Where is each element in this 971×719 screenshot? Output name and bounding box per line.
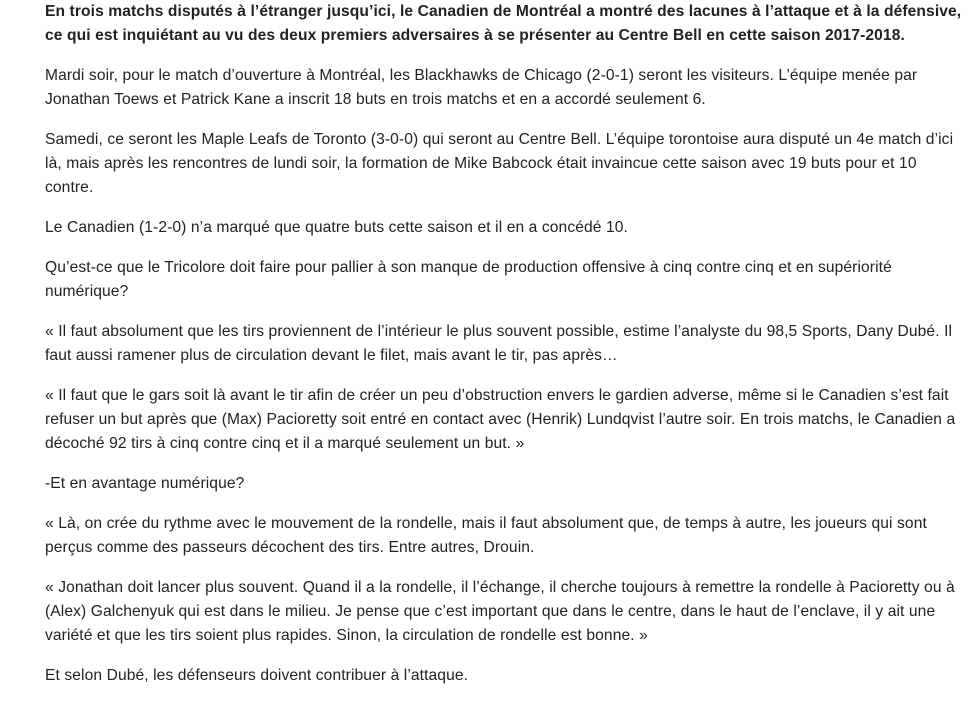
article-paragraph: Samedi, ce seront les Maple Leafs de Toronto (3-0-0) qui seront au Centre Bell. L’équipe torontoise aura disputé un 4e match d’ici là, mais après les rencontres de lundi soir, la formation de Mike Babcock était invaincue cette saison avec 19 buts pour et 10 contre. <box>45 131 954 196</box>
article-paragraph: Le Canadien (1-2-0) n’a marqué que quatre buts cette saison et il en a concédé 10. <box>45 219 628 236</box>
article-paragraph: « Là, on crée du rythme avec le mouvement de la rondelle, mais il faut absolument que, de temps à autre, les joueurs qui sont perçus comme des passeurs décochent des tirs. Entre autres, Drouin. <box>45 515 927 556</box>
article-paragraph: « Il faut absolument que les tirs proviennent de l’intérieur le plus souvent possible, estime l’analyste du 98,5 Sports, Dany Dubé. Il faut aussi ramener plus de circulation devant le filet, mais avant le tir, pas après… <box>45 323 953 364</box>
article-paragraph: -Et en avantage numérique? <box>45 475 245 492</box>
article-lead: En trois matchs disputés à l’étranger jusqu’ici, le Canadien de Montréal a montré des lacunes à l’attaque et à la défensive, ce qui est inquiétant au vu des deux premiers adversaires à se présenter au Centre Bell en cette saison 2017-2018. <box>45 3 962 44</box>
article-paragraph: « Il faut que le gars soit là avant le tir afin de créer un peu d’obstruction envers le gardien adverse, même si le Canadien s’est fait refuser un but après que (Max) Pacioretty soit entré en contact avec (Henrik) Lundqvist l’autre soir. En trois matchs, le Canadien a décoché 92 tirs à cinq contre cinq et il a marqué seulement un but. » <box>45 387 956 452</box>
article-paragraph: Qu’est-ce que le Tricolore doit faire pour pallier à son manque de production offensive à cinq contre cinq et en supériorité numérique? <box>45 259 892 300</box>
article-paragraph: « Jonathan doit lancer plus souvent. Quand il a la rondelle, il l’échange, il cherche toujours à remettre la rondelle à Pacioretty ou à (Alex) Galchenyuk qui est dans le milieu. Je pense que c’est important que dans le centre, dans le haut de l’enclave, il y ait une variété et que les tirs soient plus rapides. Sinon, la circulation de rondelle est bonne. » <box>45 579 955 644</box>
article-paragraph: Et selon Dubé, les défenseurs doivent contribuer à l’attaque. <box>45 667 469 684</box>
article-paragraph: Mardi soir, pour le match d’ouverture à Montréal, les Blackhawks de Chicago (2-0-1) seront les visiteurs. L’équipe menée par Jonathan Toews et Patrick Kane a inscrit 18 buts en trois matchs et en a accordé seulement 6. <box>45 67 918 108</box>
